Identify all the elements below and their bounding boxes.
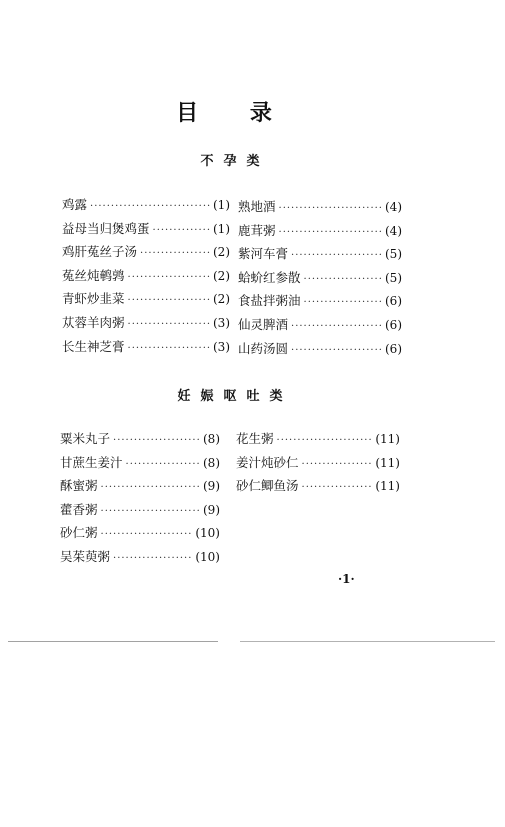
toc-entry[interactable] [62, 311, 230, 335]
leader-dots [101, 523, 193, 547]
toc-entry-page: (9) [203, 479, 220, 494]
toc-entry-page: (2) [213, 292, 230, 307]
toc-entry-name: 吴茱萸粥 [60, 548, 111, 564]
toc-entry-page: (8) [203, 455, 220, 470]
toc-entry-name: 食盐拌粥油 [238, 293, 301, 309]
toc-entry-name: 粟米丸子 [60, 431, 111, 446]
leader-dots [101, 500, 200, 524]
leader-dots [304, 291, 382, 315]
toc-entry[interactable] [62, 240, 230, 264]
toc-entry-name: 花生粥 [236, 431, 274, 446]
toc-entry-page: (6) [385, 341, 402, 356]
page-number: ·1· [338, 572, 355, 586]
toc-entry[interactable] [238, 242, 402, 266]
toc-entry-page: (3) [213, 315, 230, 330]
toc-entry-name: 砂仁鲫鱼汤 [236, 478, 299, 494]
toc-entry-name: 仙灵脾酒 [238, 316, 289, 332]
toc-entry[interactable] [62, 335, 230, 359]
toc-entry[interactable] [62, 287, 230, 311]
toc-entry-name: 长生神芝膏 [62, 338, 125, 354]
toc-entry[interactable] [236, 474, 400, 498]
toc-entry-name: 苁蓉羊肉粥 [62, 314, 125, 330]
toc-entry-name: 酥蜜粥 [60, 478, 98, 494]
toc-entry-page: (2) [213, 245, 230, 260]
toc-entry-name: 甘蔗生姜汁 [60, 454, 123, 470]
leader-dots [101, 476, 200, 500]
toc-entry-page: (11) [375, 432, 400, 446]
leader-dots [128, 266, 210, 290]
toc-entry-page: (2) [213, 268, 230, 283]
toc-entry[interactable] [60, 451, 220, 475]
toc-entry[interactable] [236, 451, 400, 475]
toc-entry-name: 砂仁粥 [60, 525, 98, 541]
leader-dots [113, 547, 192, 571]
toc-entry-name: 姜汁炖砂仁 [236, 454, 299, 470]
toc-entry-name: 鸡露 [62, 197, 88, 212]
toc-entry[interactable] [60, 474, 220, 498]
leader-dots [304, 268, 382, 292]
toc-entry[interactable] [60, 545, 220, 569]
toc-entry-name: 紫河车膏 [238, 246, 289, 262]
toc-entry[interactable] [238, 337, 402, 361]
leader-dots [113, 429, 200, 453]
toc-column-left-infertility [62, 193, 230, 358]
toc-entry-page: (6) [385, 317, 402, 332]
toc-entry-name: 山药汤圆 [238, 340, 289, 356]
toc-entry-name: 益母当归煲鸡蛋 [62, 220, 150, 236]
toc-column-right-pregnancy-vomiting [236, 427, 400, 498]
leader-dots [291, 315, 382, 339]
toc-column-left-pregnancy-vomiting [60, 427, 220, 569]
section-heading-pregnancy-vomiting: 妊娠呕吐类 [177, 389, 293, 404]
toc-entry-page: (10) [195, 549, 220, 564]
page-title: 目 录 [176, 101, 294, 126]
toc-entry-name: 鹿茸粥 [238, 222, 276, 238]
leader-dots [291, 339, 382, 363]
toc-entry-page: (9) [203, 502, 220, 517]
toc-entry-page: (3) [213, 339, 230, 354]
toc-entry[interactable] [60, 427, 220, 451]
toc-entry-page: (8) [203, 432, 220, 446]
toc-entry[interactable] [62, 217, 230, 241]
toc-entry[interactable] [238, 219, 402, 243]
section-heading-infertility: 不孕类 [200, 154, 270, 169]
toc-entry-name: 鸡肝菟丝子汤 [62, 244, 138, 260]
toc-column-right-infertility [238, 195, 402, 360]
toc-entry-page: (6) [385, 294, 402, 309]
toc-entry-page: (11) [375, 479, 400, 494]
leader-dots [302, 453, 373, 477]
leader-dots [90, 195, 210, 219]
leader-dots [153, 219, 210, 243]
toc-entry[interactable] [238, 195, 402, 219]
toc-entry-name: 藿香粥 [60, 501, 98, 517]
toc-entry-page: (5) [385, 270, 402, 285]
toc-entry[interactable] [60, 498, 220, 522]
toc-entry-name: 菟丝炖鹌鹑 [62, 267, 125, 283]
leader-dots [279, 221, 382, 245]
toc-entry-name: 熟地酒 [238, 199, 276, 214]
toc-entry-page: (10) [195, 526, 220, 541]
toc-entry[interactable] [238, 289, 402, 313]
leader-dots [126, 453, 200, 477]
scan-edge-line-right [240, 641, 495, 642]
toc-entry-page: (1) [213, 198, 230, 212]
toc-entry-name: 青虾炒韭菜 [62, 291, 125, 307]
toc-entry[interactable] [62, 264, 230, 288]
toc-entry[interactable] [238, 313, 402, 337]
toc-entry-page: (4) [385, 200, 402, 214]
toc-entry[interactable] [238, 266, 402, 290]
toc-entry-page: (1) [213, 221, 230, 236]
leader-dots [291, 244, 382, 268]
leader-dots [128, 337, 210, 361]
toc-entry[interactable] [60, 521, 220, 545]
leader-dots [302, 476, 373, 500]
leader-dots [279, 197, 382, 221]
leader-dots [128, 289, 210, 313]
toc-entry-page: (11) [375, 455, 400, 470]
toc-entry[interactable] [62, 193, 230, 217]
leader-dots [128, 313, 210, 337]
toc-entry-page: (5) [385, 247, 402, 262]
toc-entry-page: (4) [385, 223, 402, 238]
leader-dots [140, 242, 210, 266]
scan-edge-line-left [8, 641, 218, 642]
toc-entry-name: 蛤蚧红参散 [238, 269, 301, 285]
leader-dots [277, 429, 373, 453]
toc-entry[interactable] [236, 427, 400, 451]
